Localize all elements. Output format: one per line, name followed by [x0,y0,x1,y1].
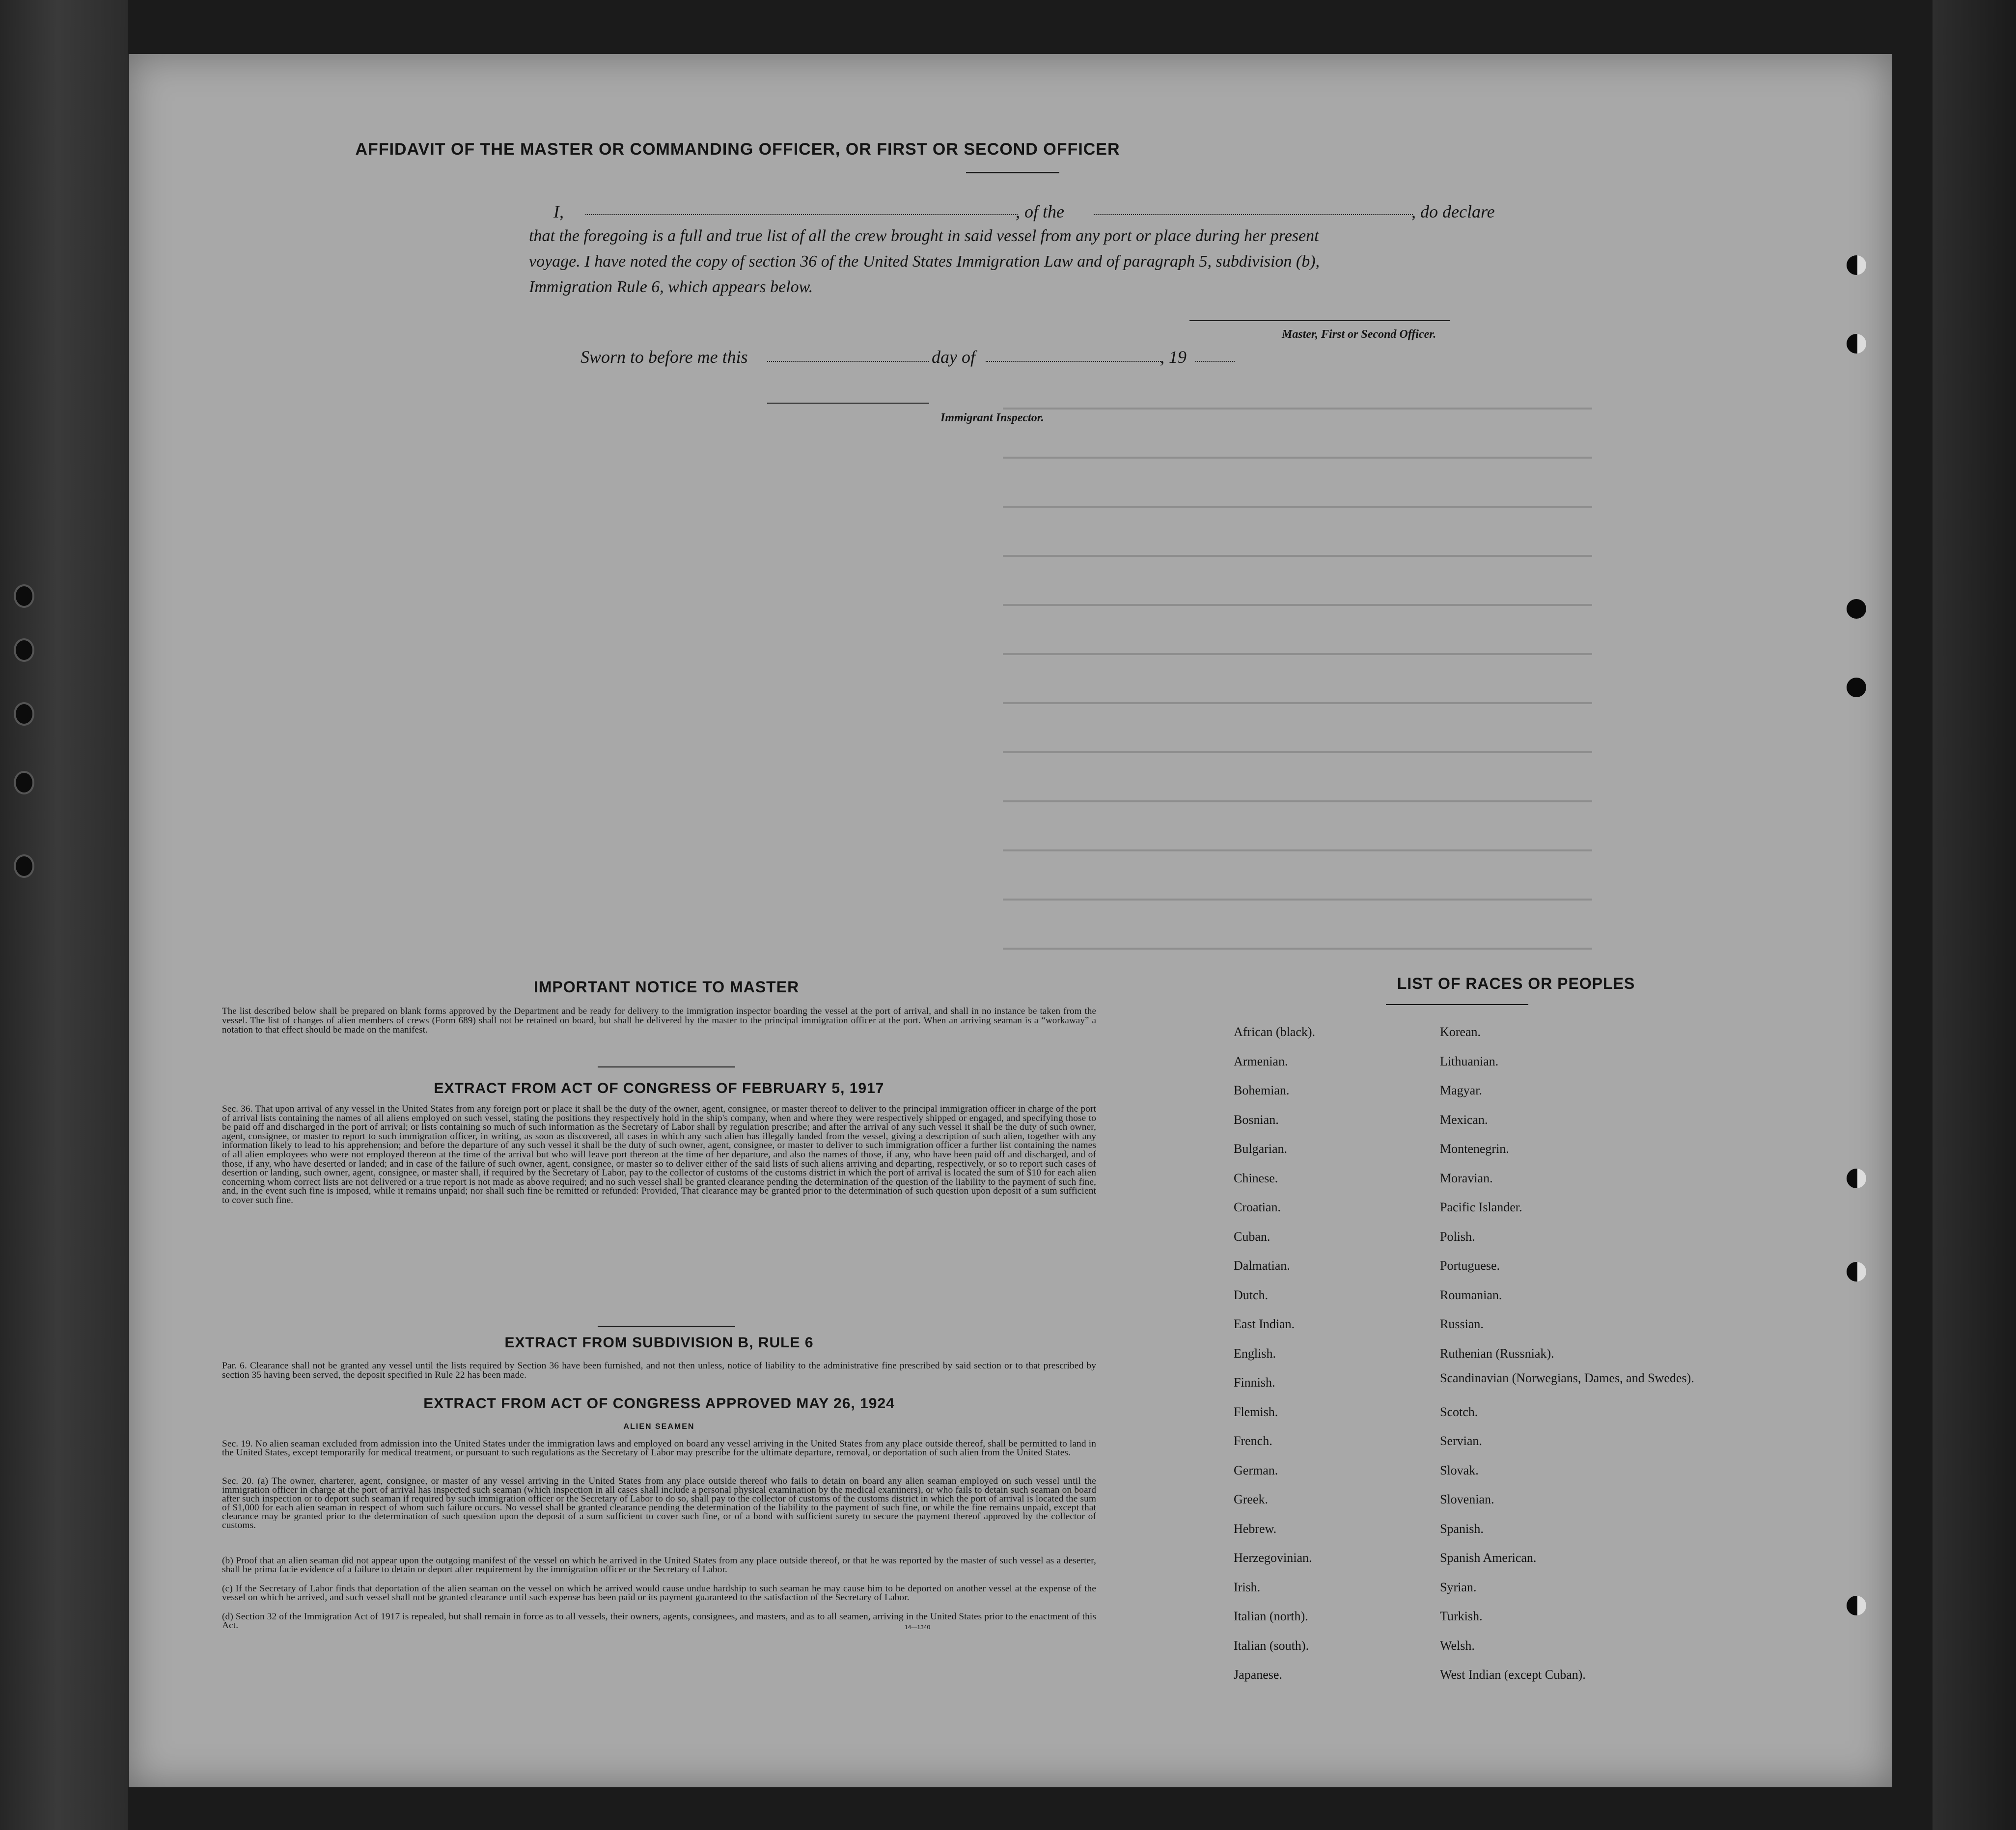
race-item: Roumanian. [1440,1287,1502,1302]
extract-1924-p4: (c) If the Secretary of Labor finds that deportation of the alien seaman on the vessel on which he arrived would cause undue hardship to such seaman he may cause him to be deported on another vessel at the expense of the vessel on which he arrived, and such vessel shall not be granted clearance until such expense has been paid or its payment guaranteed to the satisfaction of the Secretary of Labor. [222,1584,1096,1603]
race-item: German. [1234,1463,1278,1477]
binder-hole [14,638,34,662]
notice-text: The list described below shall be prepared on blank forms approved by the Department and be ready for delivery to the immigration inspector boarding the vessel at the port of arrival, and shall in no instance be taken from the vessel. The list of changes of alien members of crews (Form 689) shall not be retained on board, but shall be delivered by the master to the principal immigration officer at the port. When an arriving seaman is a “workaway” a notation to that effect should be made on the manifest. [222,1006,1096,1035]
race-item: Polish. [1440,1229,1475,1244]
punch-hole [1847,1169,1866,1188]
punch-hole [1847,334,1866,354]
race-item: African (black). [1234,1025,1316,1039]
extract-rule6-text: Par. 6. Clearance shall not be granted any vessel until the lists required by Section 36 have been furnished, and not then unless, notice of liability to the administrative fine prescribed by said section or to that prescribed by section 35 having been served, the deposit specified in Rule 22 has been made. [222,1361,1096,1380]
race-item: Portuguese. [1440,1258,1500,1273]
race-item: Servian. [1440,1434,1482,1448]
race-item: Moravian. [1440,1171,1493,1185]
race-item: French. [1234,1434,1272,1448]
punch-hole [1847,1262,1866,1282]
punch-hole [1847,1596,1866,1615]
inspector-signature-line[interactable] [767,403,929,404]
affidavit-line-3: voyage. I have noted the copy of section 36 of the United States Immigration Law and of paragraph 5, subdivision (b), [529,252,1320,271]
affidavit-title-rule [966,172,1059,173]
race-item: Irish. [1234,1580,1261,1594]
affidavit-declare: , do declare [1411,202,1495,221]
extract-1924-p3: (b) Proof that an alien seaman did not appear upon the outgoing manifest of the vessel on which he arrived in the United States from any place outside thereof, or that he was reported by the master of such vessel as a deserter, shall be prima facie evidence of a failure to detain or deport after requirement by the immigration officer or the Secretary of Labor. [222,1556,1096,1575]
binder-hole [14,702,34,726]
extract-1924-p1: Sec. 19. No alien seaman excluded from admission into the United States under the immigration laws and employed on board any vessel arriving in the United States from any place outside thereof, shall be permitted to land in the United States, except temporarily for medical treatment, or pursuant to such regulations as the Secretary of Labor may prescribe for the ultimate departure, removal, or deportation of such alien from the United States. [222,1439,1096,1458]
race-item: Japanese. [1234,1667,1282,1682]
notice-title: IMPORTANT NOTICE TO MASTER [533,978,800,996]
affidavit-line-2: that the foregoing is a full and true list of all the crew brought in said vessel from any port or place during her present [529,227,1319,245]
race-item: Montenegrin. [1440,1142,1509,1156]
race-item: Slovenian. [1440,1492,1494,1506]
races-right-column [1440,1017,1694,1690]
document-sheet [129,54,1892,1787]
race-item: Bulgarian. [1234,1142,1288,1156]
race-item: Scandinavian (Norwegians, Dames, and Swedes). [1440,1371,1694,1385]
race-item: Italian (north). [1234,1609,1308,1623]
master-signature-label: Master, First or Second Officer. [1282,328,1436,341]
affidavit-of-the: , of the [1016,202,1064,221]
inspector-signature-label: Immigrant Inspector. [940,411,1044,424]
race-item: Flemish. [1234,1404,1278,1419]
sworn-year-blank[interactable] [1195,361,1235,362]
race-item: Mexican. [1440,1112,1488,1127]
races-left-column [1234,1017,1420,1690]
race-item: Welsh. [1440,1638,1475,1653]
binder-hole [14,854,34,878]
race-item: Pacific Islander. [1440,1200,1522,1214]
race-item: Spanish. [1440,1521,1484,1536]
punch-hole [1847,599,1866,619]
race-item: Russian. [1440,1317,1484,1331]
race-item: Magyar. [1440,1083,1482,1097]
extract-1917-title: EXTRACT FROM ACT OF CONGRESS OF FEBRUARY 5, 1917 [434,1080,884,1096]
affidavit-line-4: Immigration Rule 6, which appears below. [529,278,813,296]
year-text: , 19 [1160,347,1187,367]
race-item: Syrian. [1440,1580,1477,1594]
race-item: Ruthenian (Russniak). [1440,1346,1554,1361]
scan-border-right [1933,0,2016,1830]
race-item: Croatian. [1234,1200,1281,1214]
race-item: Korean. [1440,1025,1481,1039]
extract-1917-text: Sec. 36. That upon arrival of any vessel in the United States from any foreign port or place it shall be the duty of the owner, agent, consignee, or master thereof to deliver to the principal immigration officer in charge of the port of arrival lists containing the names of all aliens employed on such vessel, stating the positions they respectively hold in the ship's company, when and where they were respectively shipped or engaged, and specifying those to be paid off and discharged in the port of arrival; or lists containing so much of such information as the Secretary of Labor shall by regulation prescribe; and after the arrival of any such vessel it shall be the duty of such owner, agent, consignee, or master to report to such immigration officer, in writing, as soon as discovered, all cases in which any such alien has illegally landed from the vessel, giving a description of such alien, together with any information likely to lead to his apprehension; and before the departure of any such vessel it shall be the duty of such owner, agent, consignee, or master to deliver to such immigration officer a further list containing the names of all alien employees who were not employed thereon at the time of the arrival but who will leave port thereon at the time of her departure, and also the names of those, if any, who have been paid off and discharged, and of those, if any, who have deserted or landed; and in case of the failure of such owner, agent, consignee, or master so to deliver either of the said lists of such aliens arriving and departing, respectively, or so to report such cases of desertion or landing, such owner, agent, consignee, or master shall, if required by the Secretary of Labor, pay to the collector of customs of the customs district in which the port of arrival is located the sum of $10 for each alien concerning whom correct lists are not delivered or a true report is not made as above required; and no such vessel shall be granted clearance pending the determination of the question of the liability to the payment of such fine, and, in the event such fine is imposed, while it remains unpaid; nor shall such fine be remitted or refunded: Provided, That clearance may be granted prior to the determination of such question upon deposit of a sum sufficient to cover such fine. [222,1104,1096,1205]
master-signature-line[interactable] [1189,320,1450,321]
races-title-rule [1386,1004,1528,1005]
race-item: Slovak. [1440,1463,1479,1477]
section-divider [598,1326,735,1327]
alien-seamen-subtitle: ALIEN SEAMEN [623,1422,695,1431]
race-item: Bosnian. [1234,1112,1279,1127]
extract-1924-p5: (d) Section 32 of the Immigration Act of 1917 is repealed, but shall remain in force as to all vessels, their owners, agents, consignees, and masters, and as to all seamen, arriving in the United States prior to the enactment of this Act. [222,1611,1096,1631]
race-item: Spanish American. [1440,1551,1537,1565]
race-item: Lithuanian. [1440,1054,1499,1068]
extract-1924-p2: Sec. 20. (a) The owner, charterer, agent, consignee, or master of any vessel arriving in the United States from any place outside thereof who fails to detain on board any alien seaman employed on such vessel until the immigration officer in charge at the port of arrival has inspected such seaman (which inspection in all cases shall include a personal physical examination by the medical examiners), or who fails to detain such seaman on board after such inspection or to deport such seaman if required by such immigration officer or the Secretary of Labor to do so, shall pay to the collector of customs of the customs district in which the port of arrival is located the sum of $1,000 for each alien seaman in respect of whom such failure occurs. No vessel shall be granted clearance pending the determination of the liability to the payment of such fine, or while the fine remains unpaid, except that clearance may be granted prior to the determination of such question upon the deposit of a sum sufficient to cover such fine, or of a bond with sufficient surety to secure the payment thereof approved by the collector of customs. [222,1476,1096,1530]
form-number: 14—1340 [905,1624,931,1631]
race-item: West Indian (except Cuban). [1440,1667,1586,1682]
race-item: Herzegovinian. [1234,1551,1312,1565]
punch-hole [1847,678,1866,697]
affidavit-line-1 [553,201,564,222]
affidavit-i: I, [553,202,564,221]
race-item: Turkish. [1440,1609,1483,1623]
race-item: Chinese. [1234,1171,1278,1185]
race-item: Italian (south). [1234,1638,1309,1653]
race-item: Finnish. [1234,1375,1275,1390]
extract-1924-title: EXTRACT FROM ACT OF CONGRESS APPROVED MAY 26, 1924 [423,1395,895,1412]
race-item: Dutch. [1234,1287,1269,1302]
section-divider [598,1066,735,1067]
extract-rule6-title: EXTRACT FROM SUBDIVISION B, RULE 6 [504,1335,814,1351]
race-item: Dalmatian. [1234,1258,1290,1273]
binder-hole [14,584,34,608]
sworn-text: Sworn to before me this [580,347,748,367]
race-item: Bohemian. [1234,1083,1290,1097]
race-item: Cuban. [1234,1229,1270,1244]
binder-hole [14,771,34,794]
vessel-blank[interactable] [1094,214,1413,215]
punch-hole [1847,255,1866,275]
race-item: Scotch. [1440,1404,1478,1419]
races-title: LIST OF RACES OR PEOPLES [1397,975,1635,992]
race-item: English. [1234,1346,1276,1361]
day-of-text: day of [932,347,975,367]
race-item: Hebrew. [1234,1521,1277,1536]
race-item: Armenian. [1234,1054,1288,1068]
race-item: East Indian. [1234,1317,1295,1331]
name-blank[interactable] [585,214,1018,215]
scan-border-left [0,0,128,1830]
sworn-month-blank[interactable] [986,361,1162,362]
sworn-day-blank[interactable] [767,361,929,362]
affidavit-title: AFFIDAVIT OF THE MASTER OR COMMANDING OFFICER, OR FIRST OR SECOND OFFICER [355,140,1120,159]
race-item: Greek. [1234,1492,1269,1506]
